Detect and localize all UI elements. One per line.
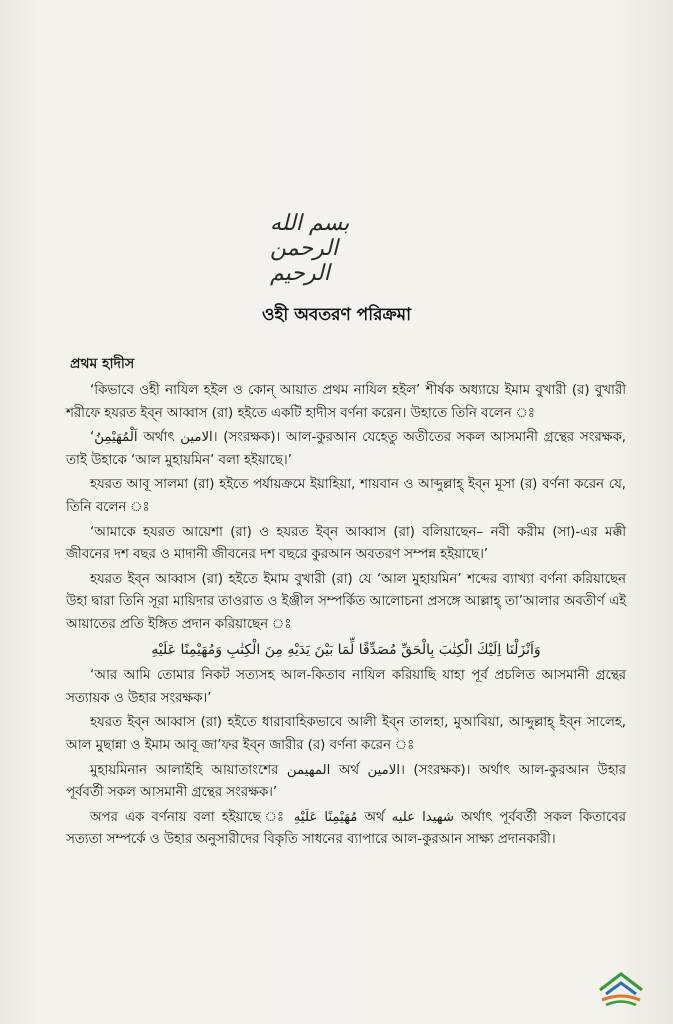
- paragraph: হযরত ইব্ন আব্বাস (রা) হইতে ধারাবাহিকভাবে আলী ইব্ন তালহা, মুআবিয়া, আব্দুল্লাহ্ ইব্ন সালেহ, আল মুছান্না ও ইমাম আবূ জা’ফর ইব্ন জারীর (র) বর্ণনা করেন ঃ: [66, 715, 626, 753]
- paragraph: হযরত আবূ সালমা (রা) হইতে পর্যায়ক্রমে ইয়াহিয়া, শায়বান ও আব্দুল্লাহ্ ইব্ন মূসা (র) বর্ণনা করেন যে, তিনি বলেন ঃ: [66, 477, 626, 515]
- paragraph: ‘আমাকে হযরত আয়েশা (রা) ও হযরত ইব্ন আব্বাস (রা) বলিয়াছেন– নবী করীম (সা)-এর মক্কী জীবনের দশ বছর ও মাদানী জীবনের দশ বছরে কুরআন অবতরণ সম্পন্ন হইয়াছে।’: [66, 524, 626, 563]
- arabic-verse: وَاَنْزَلْنَا اِلَيْكَ الْكِتٰبَ بِالْحَقِّ مُصَدِّقًا لِّمَا بَيْنَ يَدَيْهِ مِنَ الْكِتٰبِ وَمُهَيْمِنًا عَلَيْهِ: [151, 641, 541, 658]
- paragraph: হযরত ইব্ন আব্বাস (রা) হইতে ইমাম বুখারী (রা) যে ‘আল মুহায়মিন’ শব্দের ব্যাখ্যা বর্ণনা করিয়াছেন উহা দ্বারা তিনি সূরা মায়িদার তাওরাত ও ইঞ্জীল সম্পর্কিত আলোচনা প্রসঙ্গে আল্লাহ্ তা’আলার অবতীর্ণ এই আয়াতের প্রতি ইঙ্গিত প্রদান করিয়াছেন ঃ: [66, 571, 626, 632]
- chapter-title: ওহী অবতরণ পরিক্রমা: [261, 305, 412, 325]
- publisher-logo-icon: [596, 968, 646, 1008]
- paragraph: ‘কিভাবে ওহী নাযিল হইল ও কোন্ আয়াত প্রথম নাযিল হইল’ শীর্ষক অধ্যায়ে ইমাম বুখারী (র) বুখারী শরীফে হযরত ইব্ন আব্বাস (রা) হইতে একটি হাদীস বর্ণনা করেন। উহাতে তিনি বলেন ঃ: [66, 383, 626, 421]
- paragraph: ‘اَلْمُهَيْمِنُ অর্থাৎ الامين। (সংরক্ষক)। আল-কুরআন যেহেতু অতীতের সকল আসমানী গ্রন্থের সংরক্ষক, তাই উহাকে ‘আল মুহায়মিন’ বলা হইয়াছে।’: [66, 430, 626, 468]
- paragraph: অপর এক বর্ণনায় বলা হইয়াছে ঃ مُهَيْمِنًا عَلَيْهِ অর্থ شهيدا عليه অর্থাৎ পূর্ববর্তী সকল কিতাবের সত্যতা সম্পর্কে ও উহার অনুসারীদের বিকৃতি সাধনের ব্যাপারে আল-কুরআন সাক্ষ্য প্রদানকারী।: [66, 809, 626, 848]
- paragraph: ‘আর আমি তোমার নিকট সত্যসহ আল-কিতাব নাযিল করিয়াছি যাহা পূর্ব প্রচলিত আসমানী গ্রন্থের সত্যায়ক ও উহার সংরক্ষক।’: [66, 668, 626, 706]
- body-text: [66, 380, 626, 854]
- bismillah-calligraphy: بسم الله الرحمن الرحيم: [270, 210, 350, 286]
- section-heading: প্রথম হাদীস: [70, 356, 135, 372]
- paragraph: মুহায়মিনান আলাইহি আয়াতাংশের المهيمن অর্থ الامين। (সংরক্ষক)। অর্থাৎ আল-কুরআন উহার পূর্ববর্তী সকল আসমানী গ্রন্থের সংরক্ষক।’: [66, 762, 626, 801]
